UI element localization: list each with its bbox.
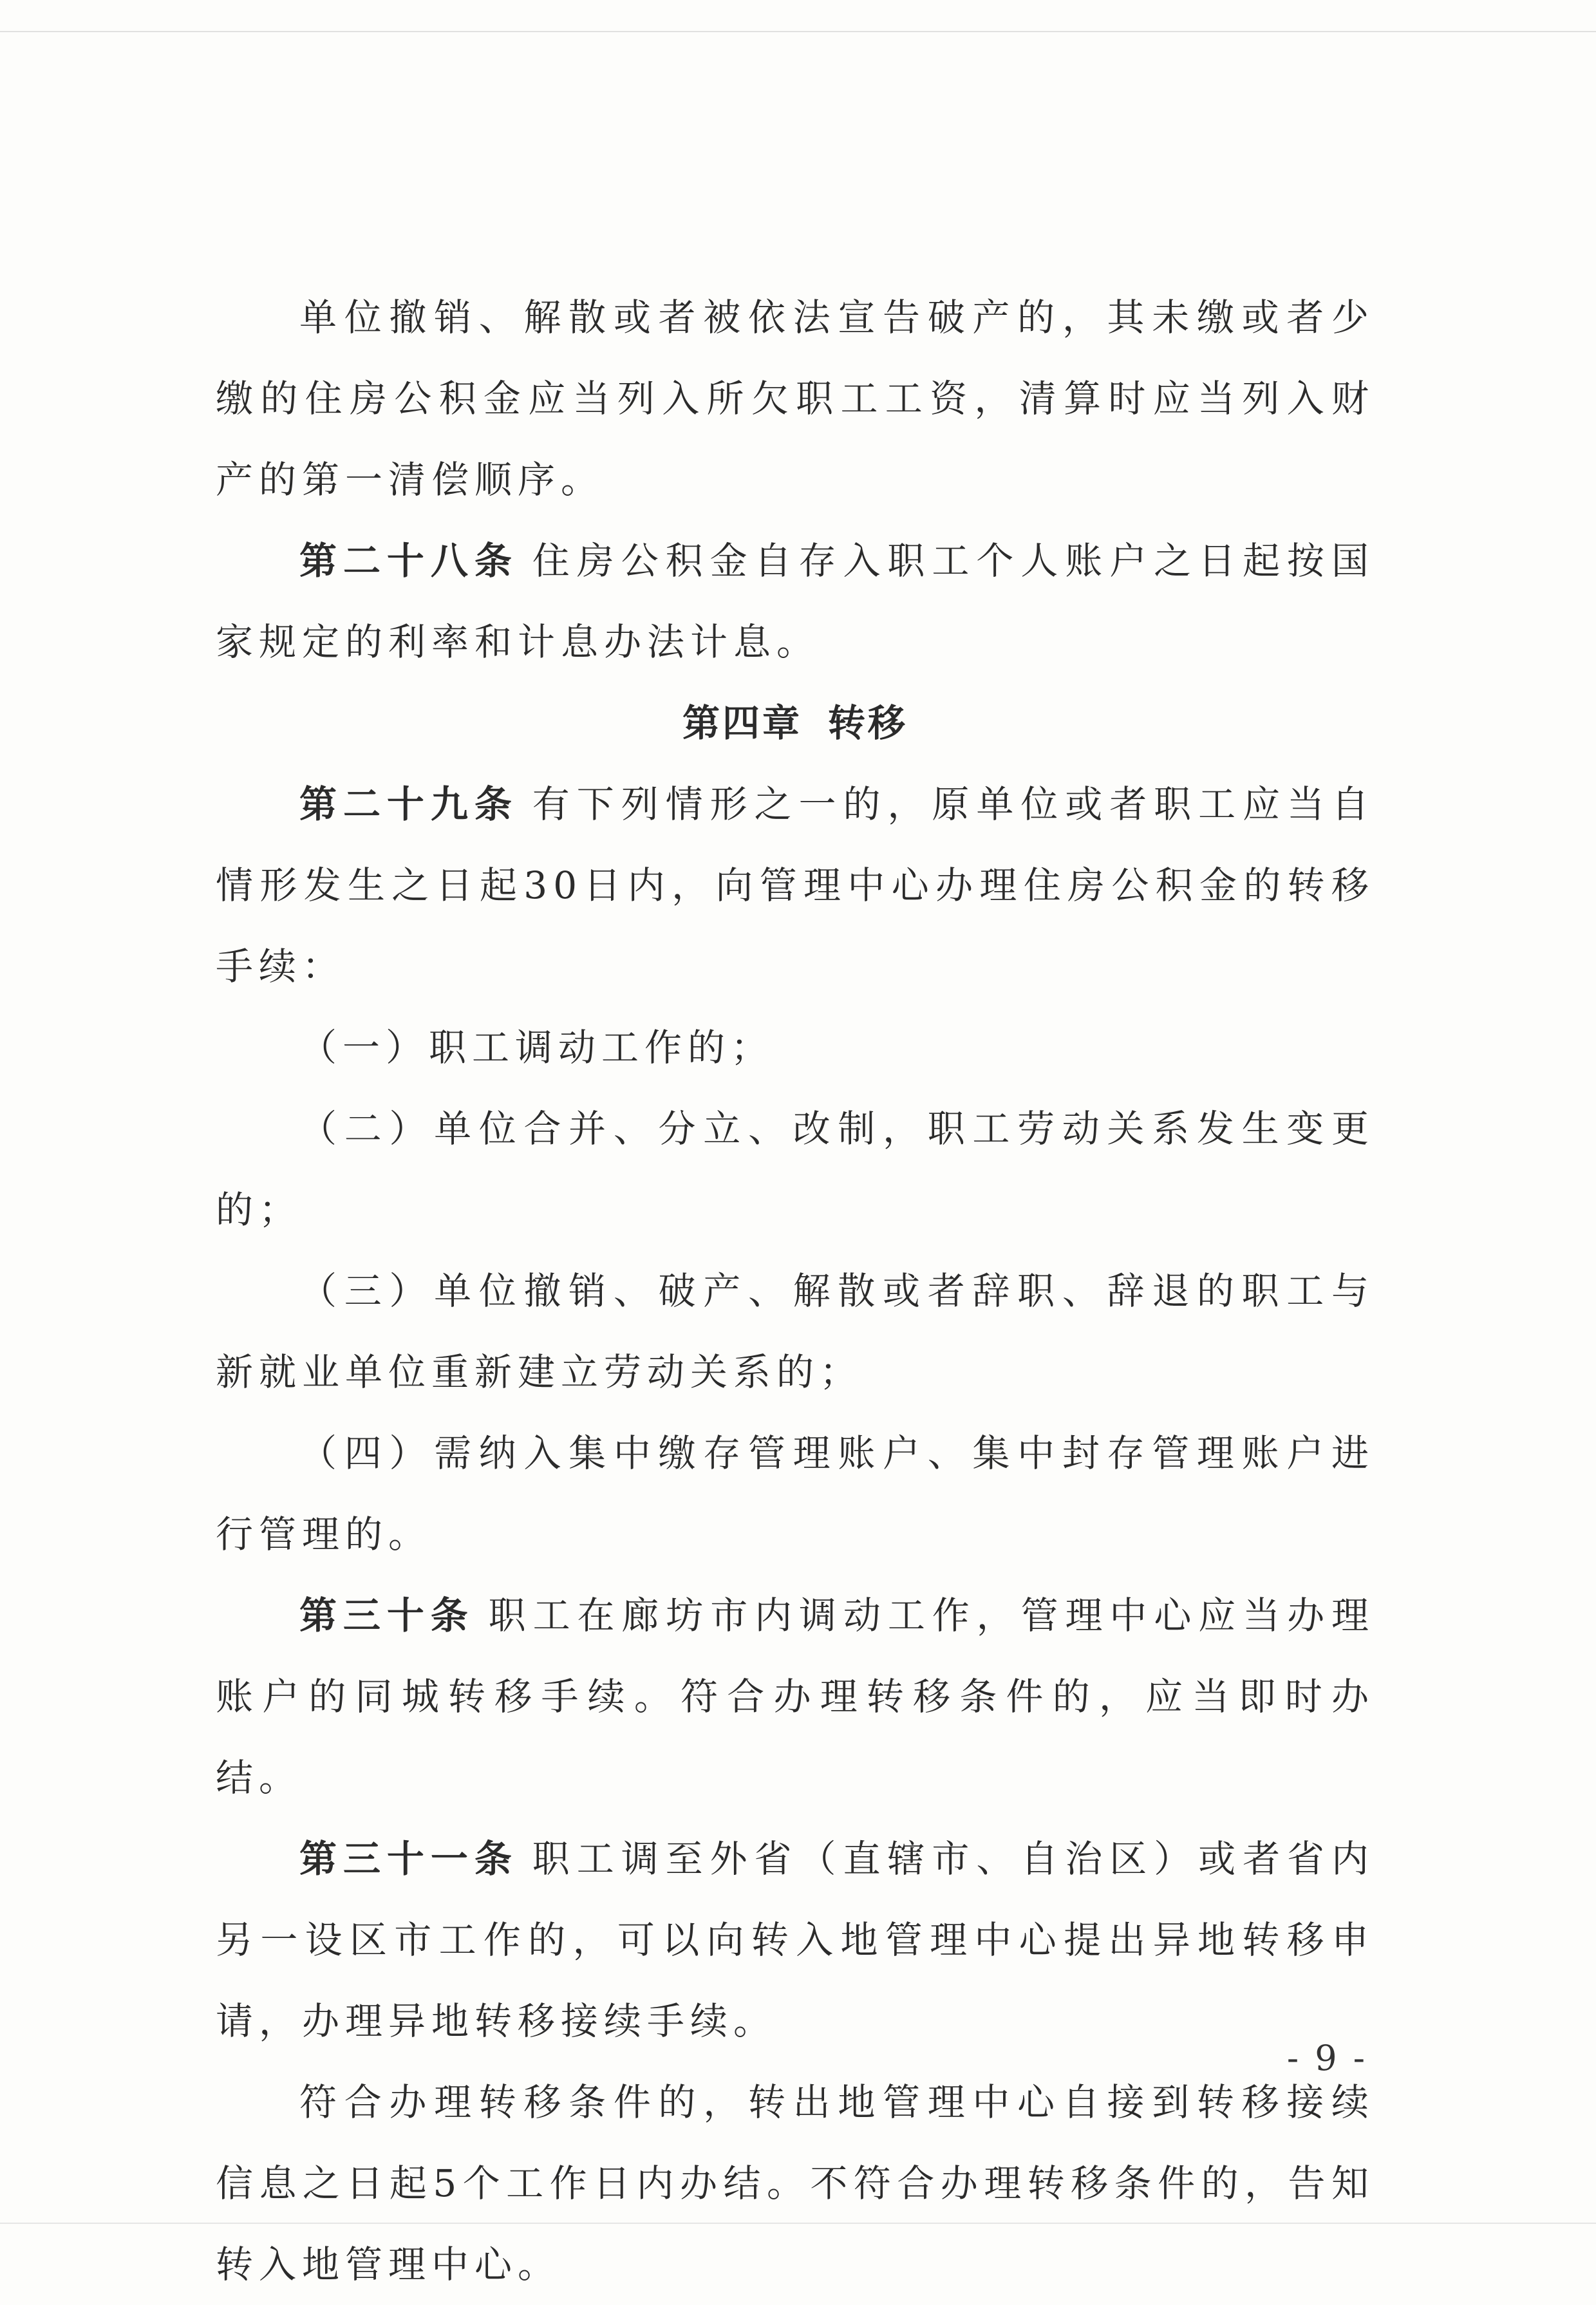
article-heading: 第三十一条 — [299, 1837, 518, 1881]
article-heading: 第三十条 — [299, 1594, 474, 1637]
list-item-text: （四）需纳入集中缴存管理账户、集中封存管理账户进行管理的。 — [216, 1431, 1375, 1556]
article-29 — [216, 764, 1375, 1007]
scan-edge-top — [0, 31, 1596, 32]
article-30 — [216, 1575, 1375, 1818]
chapter-number: 第四章 — [682, 701, 802, 745]
article-28 — [216, 520, 1375, 682]
article-text: 职工调至外省（直辖市、自治区）或者省内另一设区市工作的，可以向转入地管理中心提出异地转移申请，办理异地转移接续手续。 — [216, 1837, 1375, 2043]
document-body — [216, 277, 1375, 2305]
article-text: 职工在廊坊市内调动工作，管理中心应当办理账户的同城转移手续。符合办理转移条件的，应当即时办结。 — [216, 1594, 1375, 1800]
list-item-4 — [216, 1413, 1375, 1575]
scan-edge-bottom — [0, 2223, 1596, 2224]
list-item-text: （一）职工调动工作的； — [299, 1026, 775, 1069]
list-item-text: （二）单位合并、分立、改制，职工劳动关系发生变更的； — [216, 1107, 1375, 1232]
article-31 — [216, 1818, 1375, 2062]
list-item-3 — [216, 1250, 1375, 1413]
article-text: 有下列情形之一的，原单位或者职工应当自情形发生之日起30日内，向管理中心办理住房公积金的转移手续： — [216, 782, 1375, 988]
article-text: 住房公积金自存入职工个人账户之日起按国家规定的利率和计息办法计息。 — [216, 539, 1375, 664]
paragraph-transfer-deadline — [216, 2062, 1375, 2305]
article-heading: 第二十九条 — [299, 782, 518, 826]
paragraph-text: 单位撤销、解散或者被依法宣告破产的，其未缴或者少缴的住房公积金应当列入所欠职工工资，清算时应当列入财产的第一清偿顺序。 — [216, 296, 1375, 502]
chapter-heading — [216, 682, 1375, 764]
page-number: - 9 - — [1286, 2038, 1367, 2078]
paragraph-bankruptcy — [216, 277, 1375, 520]
paragraph-text: 符合办理转移条件的，转出地管理中心自接到转移接续信息之日起5个工作日内办结。不符合办理转移条件的，告知转入地管理中心。 — [216, 2080, 1375, 2286]
list-item-1 — [216, 1007, 1375, 1088]
article-heading: 第二十八条 — [299, 539, 518, 583]
list-item-2 — [216, 1088, 1375, 1250]
chapter-title: 转移 — [828, 701, 908, 745]
list-item-text: （三）单位撤销、破产、解散或者辞职、辞退的职工与新就业单位重新建立劳动关系的； — [216, 1269, 1375, 1394]
